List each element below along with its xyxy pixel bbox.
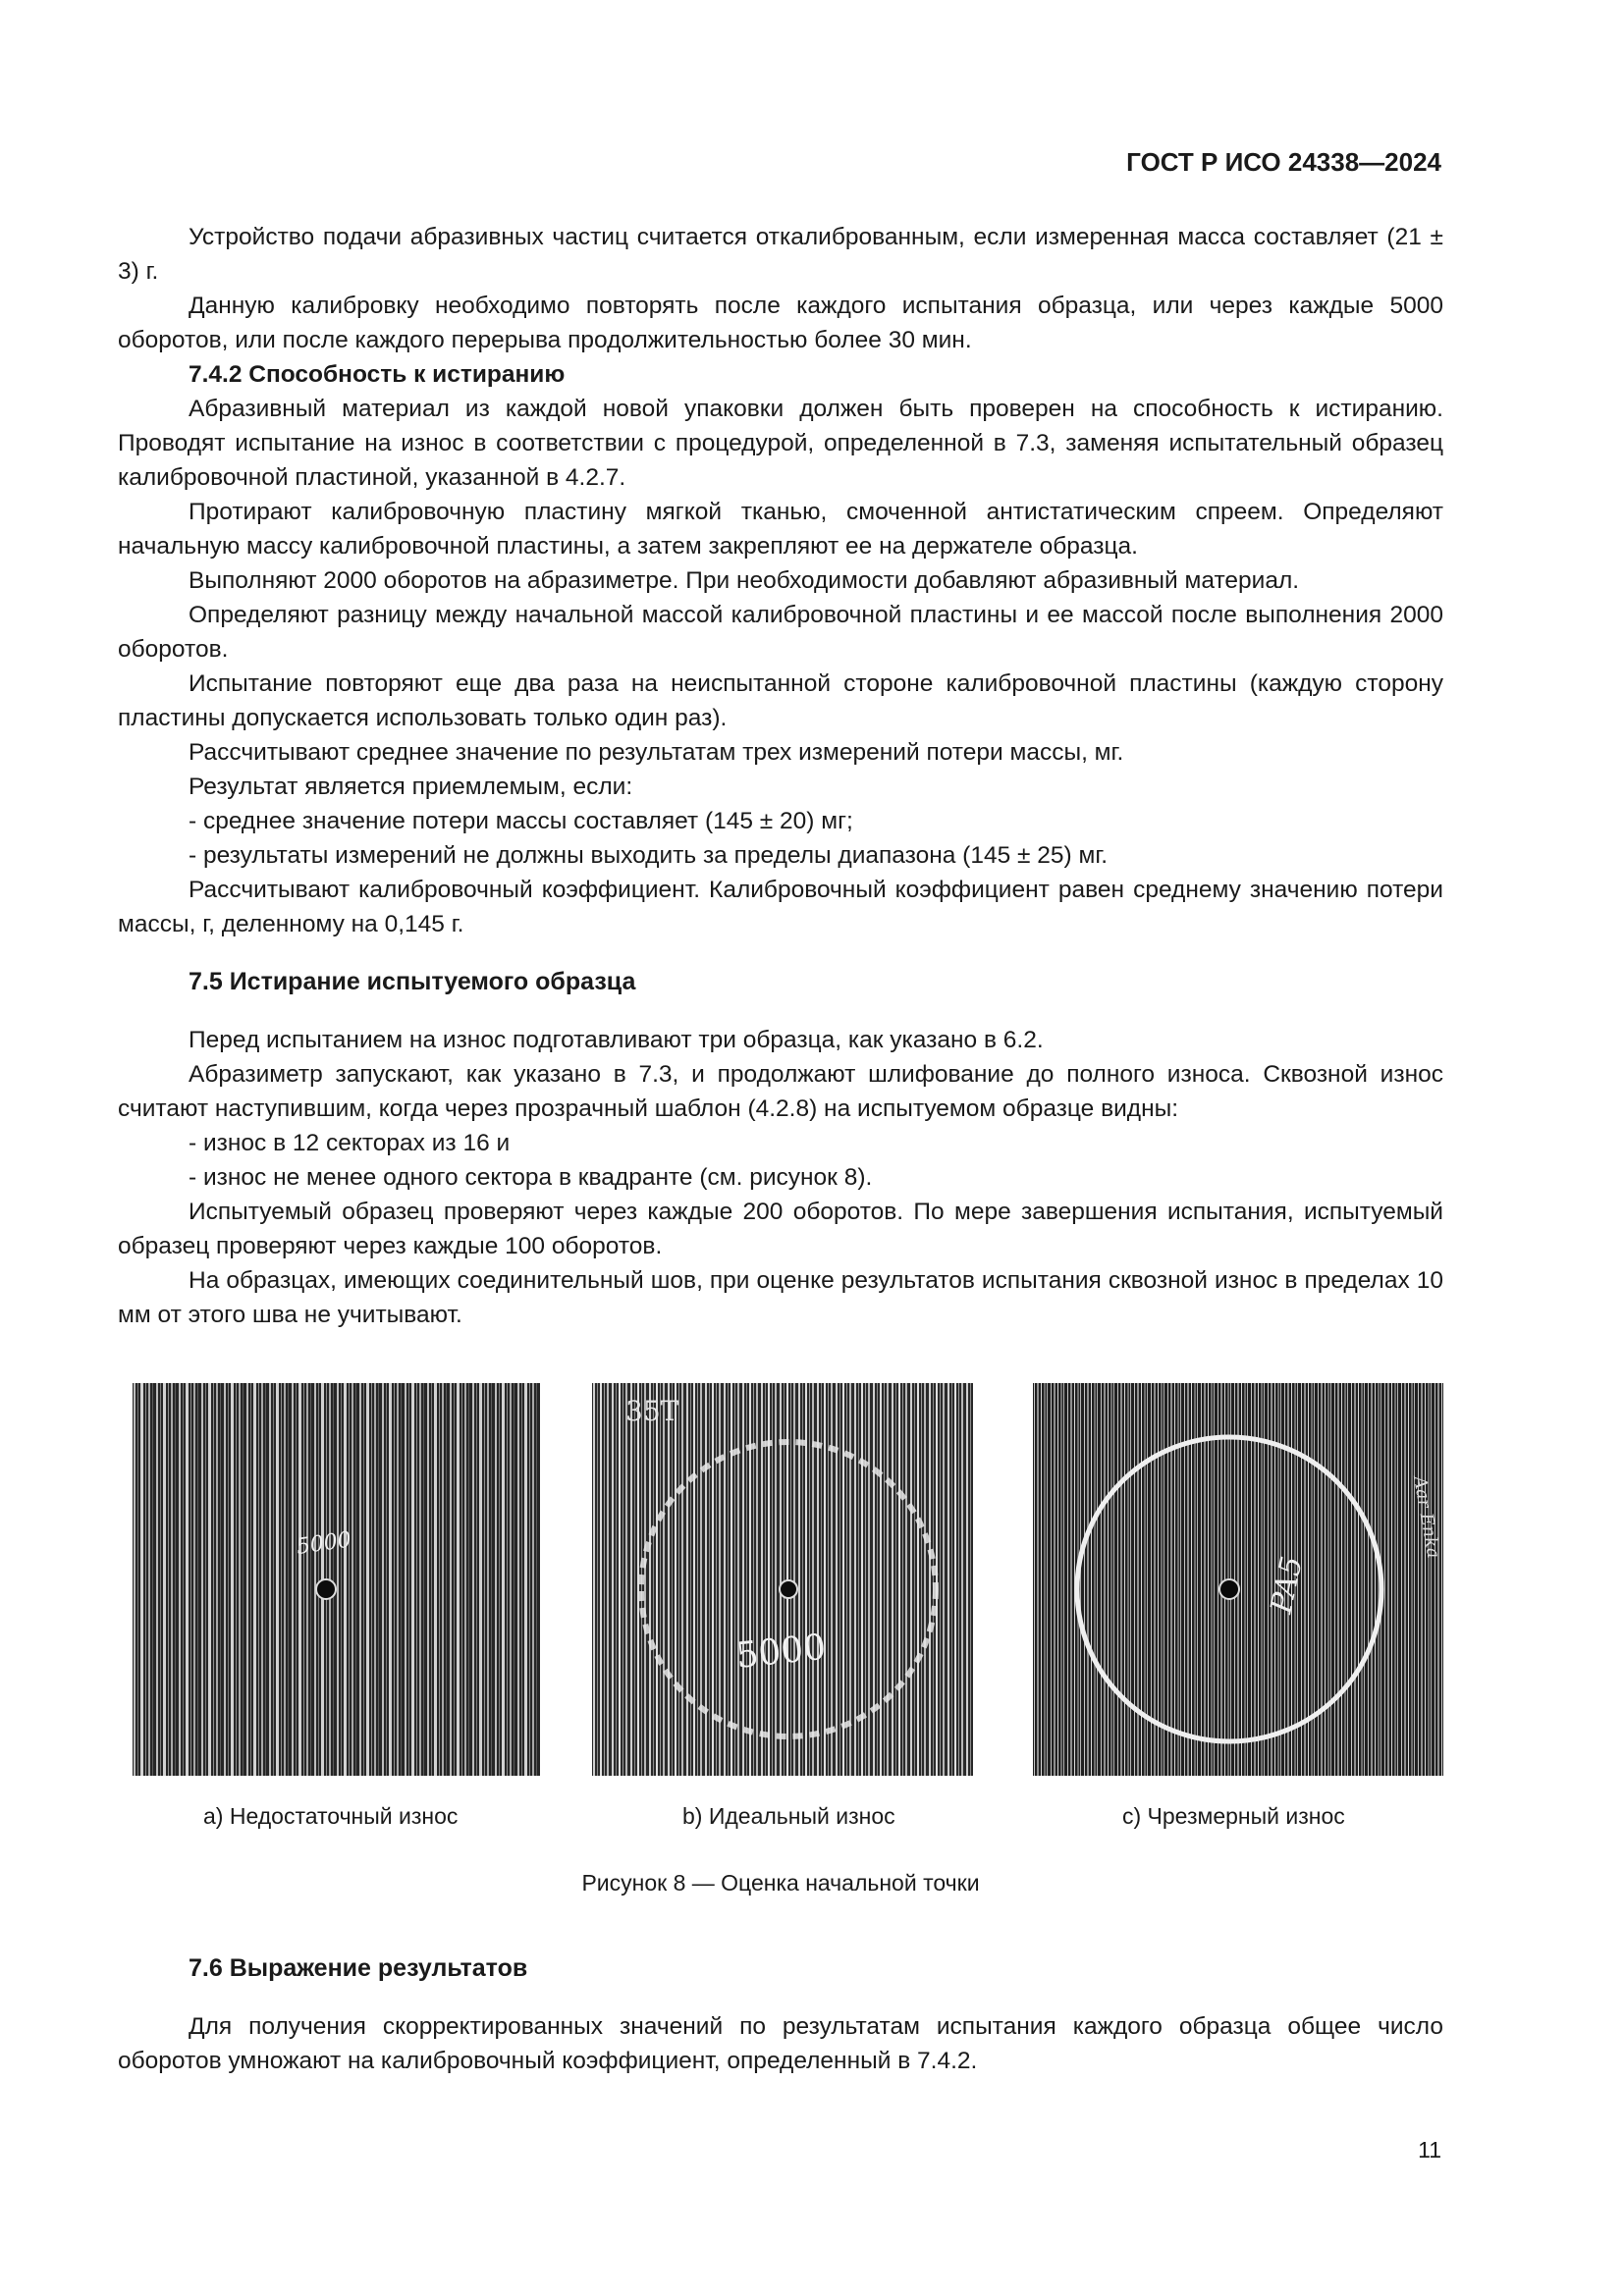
list-item: - среднее значение потери массы составляет (145 ± 20) мг; bbox=[189, 808, 853, 834]
section-heading-7-5: 7.5 Истирание испытуемого образца bbox=[189, 968, 636, 995]
paragraph: Абразивный материал из каждой новой упаковки должен быть проверен на способность к истиранию. Проводят испытание на износ в соответствии с процедурой, определенной в 7.3, заменяя испытательный образец калибровочной пластиной, указанной в 4.2.7. bbox=[118, 396, 1443, 491]
paragraph: Абразиметр запускают, как указано в 7.3, и продолжают шлифование до полного износа. Сквозной износ считают наступившим, когда через прозрачный шаблон (4.2.8) на испытуемом образце видны: bbox=[118, 1061, 1443, 1122]
paragraph: Данную калибровку необходимо повторять после каждого испытания образца, или через каждые 5000 оборотов, или после каждого перерыва продолжительностью более 30 мин. bbox=[118, 293, 1443, 353]
paragraph: Устройство подачи абразивных частиц считается откалиброванным, если измеренная масса составляет (21 ± 3) г. bbox=[118, 224, 1443, 285]
figure-caption-b: b) Идеальный износ bbox=[682, 1803, 895, 1829]
paragraph: Выполняют 2000 оборотов на абразиметре. При необходимости добавляют абразивный материал. bbox=[189, 567, 1300, 594]
list-item: - износ не менее одного сектора в квадранте (см. рисунок 8). bbox=[189, 1164, 873, 1191]
paragraph: Результат является приемлемым, если: bbox=[189, 774, 633, 800]
paragraph: На образцах, имеющих соединительный шов, при оценке результатов испытания сквозной износ в пределах 10 мм от этого шва не учитывают. bbox=[118, 1267, 1443, 1328]
page-number: 11 bbox=[1418, 2137, 1441, 2163]
paragraph: Испытание повторяют еще два раза на неиспытанной стороне калибровочной пластины (каждую сторону пластины допускается использовать только один раз). bbox=[118, 670, 1443, 731]
handwritten-mark: PA5 bbox=[1264, 1553, 1310, 1617]
fabric-photo-insufficient-wear bbox=[133, 1383, 540, 1776]
fabric-photo-ideal-wear bbox=[592, 1383, 973, 1776]
paragraph: Испытуемый образец проверяют через каждые 200 оборотов. По мере завершения испытания, испытуемый образец проверяют через каждые 100 оборотов. bbox=[118, 1199, 1443, 1259]
section-heading-7-4-2: 7.4.2 Способность к истиранию bbox=[189, 361, 566, 388]
figure-caption-a: a) Недостаточный износ bbox=[203, 1803, 459, 1829]
list-item: - результаты измерений не должны выходить за пределы диапазона (145 ± 25) мг. bbox=[189, 842, 1109, 869]
paragraph: Перед испытанием на износ подготавливают три образца, как указано в 6.2. bbox=[189, 1027, 1044, 1053]
main-content bbox=[118, 220, 1443, 2078]
figure-title: Рисунок 8 — Оценка начальной точки bbox=[581, 1870, 980, 1896]
handwritten-mark: 5000 bbox=[733, 1627, 829, 1677]
paragraph: Рассчитывают среднее значение по результатам трех измерений потери массы, мг. bbox=[189, 739, 1124, 766]
paragraph: Протирают калибровочную пластину мягкой тканью, смоченной антистатическим спреем. Определяют начальную массу калибровочной пластины, а затем закрепляют ее на держателе образца. bbox=[118, 499, 1443, 560]
handwritten-mark: 5000 bbox=[295, 1527, 353, 1560]
corner-mark: 35Т bbox=[625, 1395, 679, 1427]
section-heading-7-6: 7.6 Выражение результатов bbox=[189, 1954, 528, 1982]
figure-8-panels bbox=[118, 1383, 1443, 1844]
list-item: - износ в 12 секторах из 16 и bbox=[189, 1130, 511, 1156]
figure-caption-c: c) Чрезмерный износ bbox=[1122, 1803, 1345, 1829]
paragraph: Для получения скорректированных значений по результатам испытания каждого образца общее число оборотов умножают на калибровочный коэффициент, определенный в 7.4.2. bbox=[118, 2013, 1443, 2074]
paragraph: Определяют разницу между начальной массой калибровочной пластины и ее массой после выполнения 2000 оборотов. bbox=[118, 602, 1443, 663]
fabric-photo-excessive-wear bbox=[1033, 1383, 1443, 1776]
document-id: ГОСТ Р ИСО 24338—2024 bbox=[1126, 147, 1441, 177]
figure-panel-a bbox=[133, 1383, 540, 1829]
paragraph: Рассчитывают калибровочный коэффициент. Калибровочный коэффициент равен среднему значению потери массы, г, деленному на 0,145 г. bbox=[118, 877, 1443, 937]
figure-panel-b bbox=[592, 1383, 973, 1829]
figure-panel-c bbox=[1033, 1383, 1443, 1829]
corner-mark: Aar Enka bbox=[1409, 1474, 1443, 1561]
